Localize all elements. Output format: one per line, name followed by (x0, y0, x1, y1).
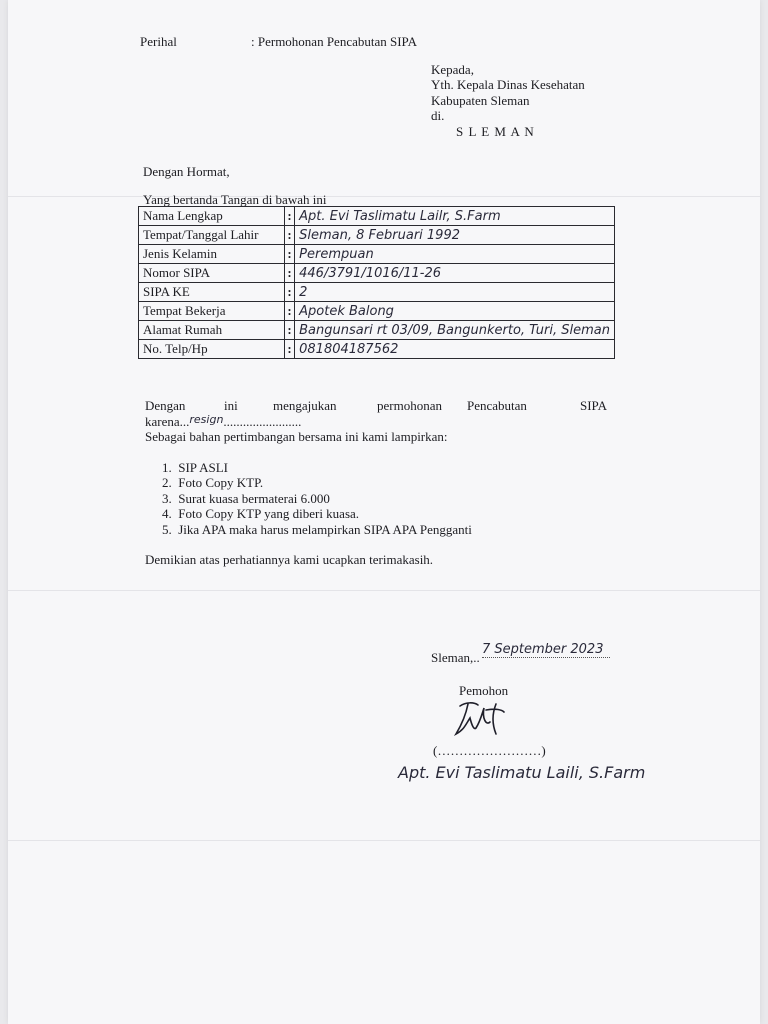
table-row (139, 321, 615, 340)
table-row (139, 283, 615, 302)
paper-sheet (8, 0, 760, 1024)
row-value: Apt. Evi Taslimatu Lailr, S.Farm (295, 207, 615, 226)
table-row (139, 226, 615, 245)
row-label: No. Telp/Hp (139, 340, 285, 359)
row-colon: : (285, 207, 295, 226)
paper-crease (8, 590, 760, 591)
closing-text: Demikian atas perhatiannya kami ucapkan terimakasih. (145, 552, 434, 567)
table-row (139, 302, 615, 321)
table-row (139, 340, 615, 359)
row-label: Nomor SIPA (139, 264, 285, 283)
row-value: Sleman, 8 Februari 1992 (295, 226, 615, 245)
reason-suffix: ........................ (223, 414, 302, 429)
row-colon: : (285, 283, 295, 302)
row-label: Tempat Bekerja (139, 302, 285, 321)
intro-text: Yang bertanda Tangan di bawah ini (143, 192, 327, 207)
table-row (139, 264, 615, 283)
recipient-line-1: Kepada, (431, 62, 474, 77)
row-value: 081804187562 (295, 340, 615, 359)
greeting: Dengan Hormat, (143, 164, 230, 179)
row-value: 2 (295, 283, 615, 302)
table-row (139, 245, 615, 264)
attachment-item: 4. Foto Copy KTP yang diberi kuasa. (162, 506, 360, 521)
signoff-date-handwritten: 7 September 2023 (482, 642, 610, 658)
body-word: Pencabutan (467, 398, 527, 413)
attachments-intro: Sebagai bahan pertimbangan bersama ini kami lampirkan: (145, 429, 448, 444)
row-label: Alamat Rumah (139, 321, 285, 340)
body-word: Dengan (145, 398, 186, 413)
signoff-name-handwritten: Apt. Evi Taslimatu Laili, S.Farm (398, 763, 646, 782)
attachment-item: 2. Foto Copy KTP. (162, 475, 264, 490)
recipient-line-4: di. (431, 108, 445, 123)
perihal-value: : Permohonan Pencabutan SIPA (251, 34, 417, 49)
recipient-line-3: Kabupaten Sleman (431, 93, 530, 108)
row-colon: : (285, 226, 295, 245)
recipient-line-2: Yth. Kepala Dinas Kesehatan (431, 77, 585, 92)
signoff-name-placeholder: (……………………) (433, 743, 546, 758)
body-word: permohonan (377, 398, 442, 413)
paper-crease (8, 840, 760, 841)
identity-table (138, 206, 615, 359)
row-colon: : (285, 302, 295, 321)
table-row (139, 207, 615, 226)
reason-prefix: karena... (145, 414, 190, 429)
attachment-item: 1. SIP ASLI (162, 460, 228, 475)
row-label: Tempat/Tanggal Lahir (139, 226, 285, 245)
row-value: Apotek Balong (295, 302, 615, 321)
attachment-item: 5. Jika APA maka harus melampirkan SIPA APA Pengganti (162, 522, 472, 537)
row-label: SIPA KE (139, 283, 285, 302)
attachment-item: 3. Surat kuasa bermaterai 6.000 (162, 491, 330, 506)
body-word: SIPA (580, 398, 607, 413)
row-colon: : (285, 245, 295, 264)
row-value: 446/3791/1016/11-26 (295, 264, 615, 283)
row-colon: : (285, 321, 295, 340)
body-word: ini (224, 398, 238, 413)
row-value: Perempuan (295, 245, 615, 264)
body-word: mengajukan (273, 398, 337, 413)
reason-line (145, 414, 301, 430)
signature-image (452, 700, 512, 740)
row-label: Jenis Kelamin (139, 245, 285, 264)
signoff-role: Pemohon (459, 683, 509, 698)
signoff-place: Sleman,.. (431, 650, 480, 665)
reason-handwritten: resign (189, 413, 224, 426)
paper-crease (8, 196, 760, 197)
row-colon: : (285, 264, 295, 283)
recipient-city: S L E M A N (456, 124, 535, 139)
row-colon: : (285, 340, 295, 359)
row-value: Bangunsari rt 03/09, Bangunkerto, Turi, Sleman (295, 321, 615, 340)
row-label: Nama Lengkap (139, 207, 285, 226)
perihal-label: Perihal (140, 34, 177, 49)
